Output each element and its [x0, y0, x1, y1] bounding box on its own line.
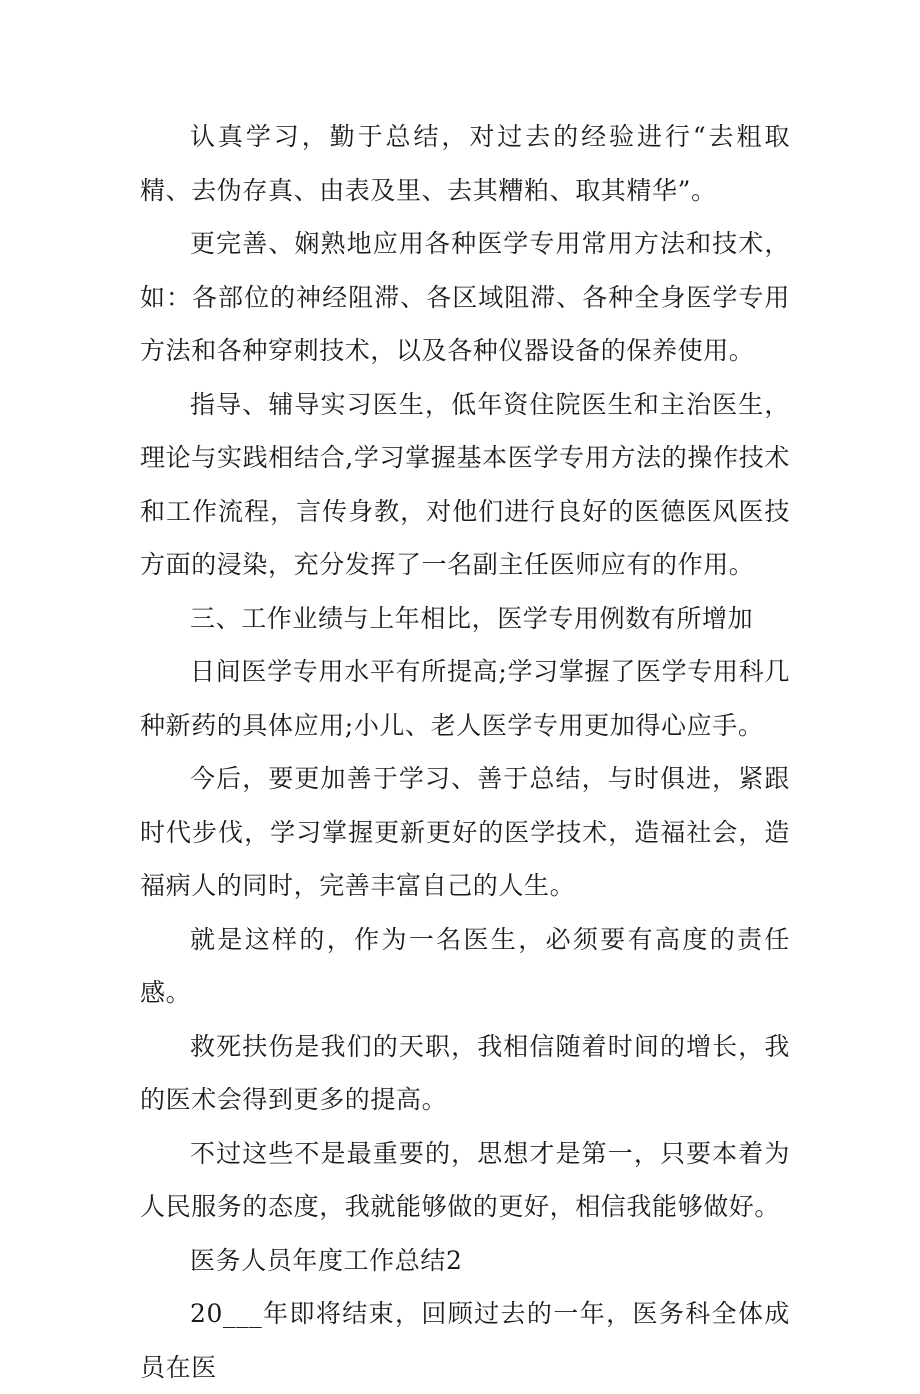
section-heading-achievements: 三、工作业绩与上年相比，医学专用例数有所增加: [190, 603, 754, 633]
document-body: [140, 110, 790, 1394]
paragraph-responsibility: 就是这样的，作为一名医生，必须要有高度的责任感。: [140, 924, 790, 1007]
paragraph-future-plans: 今后，要更加善于学习、善于总结，与时俱进，紧跟时代步伐，学习掌握更新更好的医学技术，造福社会，造福病人的同时，完善丰富自己的人生。: [140, 764, 790, 900]
paragraph-summary-learning: 认真学习，勤于总结，对过去的经验进行“去粗取精、去伪存真、由表及里、去其糟粕、取其精华”。: [140, 122, 790, 205]
paragraph-daytime-practice: 日间医学专用水平有所提高;学习掌握了医学专用科几种新药的具体应用;小儿、老人医学专用更加得心应手。: [140, 657, 790, 740]
paragraph-techniques: 更完善、娴熟地应用各种医学专用常用方法和技术，如：各部位的神经阻滞、各区域阻滞、各种全身医学专用方法和各种穿刺技术，以及各种仪器设备的保养使用。: [140, 229, 790, 365]
paragraph-mentoring: 指导、辅导实习医生，低年资住院医生和主治医生，理论与实践相结合,学习掌握基本医学专用方法的操作技术和工作流程，言传身教，对他们进行良好的医德医风医技方面的浸染，充分发挥了一名副主任医师应有的作用。: [140, 389, 790, 579]
paragraph-year-end: 20___年即将结束，回顾过去的一年，医务科全体成员在医: [140, 1299, 790, 1382]
section-title-summary-2: 医务人员年度工作总结2: [190, 1245, 463, 1275]
paragraph-duty: 救死扶伤是我们的天职，我相信随着时间的增长，我的医术会得到更多的提高。: [140, 1031, 790, 1114]
paragraph-attitude: 不过这些不是最重要的，思想才是第一，只要本着为人民服务的态度，我就能够做的更好，相信我能够做好。: [140, 1138, 790, 1221]
